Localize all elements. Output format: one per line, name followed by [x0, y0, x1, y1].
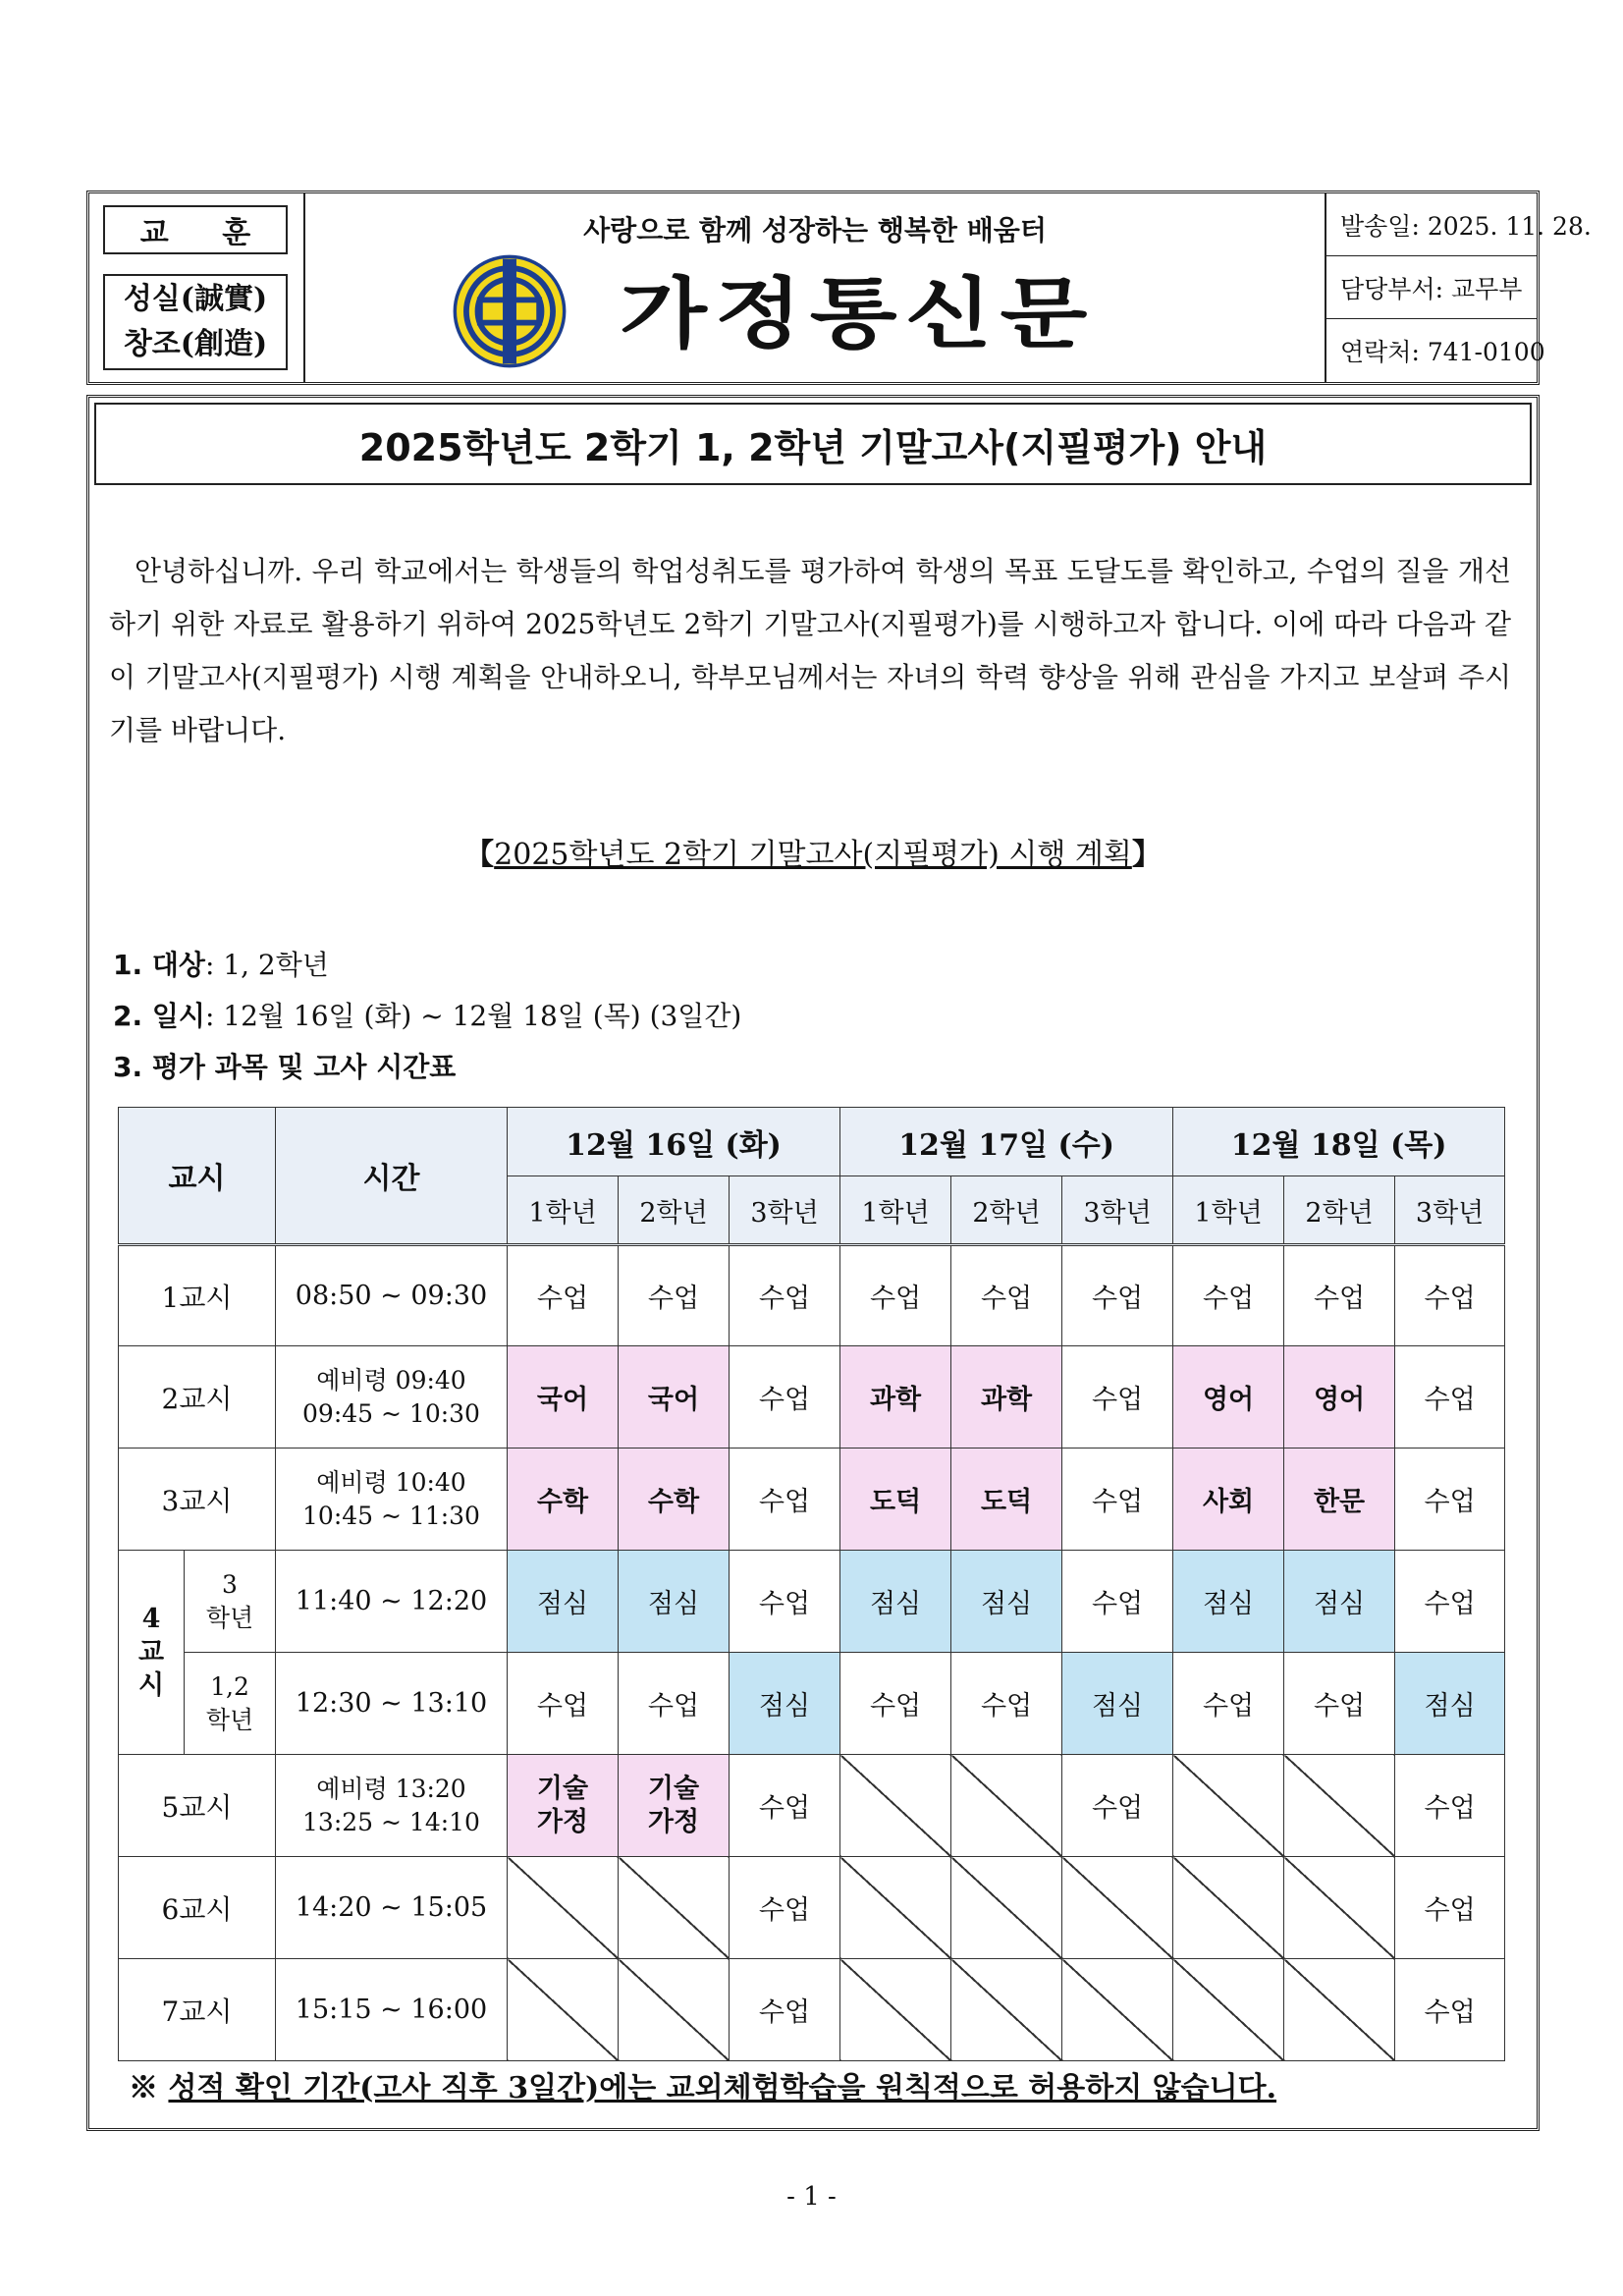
item-date-label: 2. 일시: [113, 1000, 205, 1032]
grade-header: 2학년: [619, 1176, 730, 1245]
time-cell: [276, 1449, 508, 1551]
lunch-cell: 점심: [508, 1551, 619, 1653]
exam-time: 13:25 ~ 14:10: [302, 1807, 480, 1836]
motto-value-1: 성실(誠實): [123, 282, 268, 316]
grade-header: 2학년: [1284, 1176, 1395, 1245]
exam-subject-cell: [619, 1755, 730, 1857]
subject-line: 가정: [536, 1806, 589, 1837]
notice-text: 성적 확인 기간(고사 직후 3일간)에는 교외체험학습을 원칙적으로 허용하지 않습니다.: [168, 2071, 1277, 2105]
time-cell: 12:30 ~ 13:10: [276, 1653, 508, 1755]
notice: [129, 2063, 1276, 2106]
schedule-cell: 수업: [730, 1346, 840, 1449]
grade-group-number: 3: [222, 1569, 238, 1599]
col-header-time: 시간: [276, 1108, 508, 1245]
school-slogan: 사랑으로 함께 성장하는 행복한 배움터: [583, 214, 1047, 246]
exam-subject-cell: 사회: [1173, 1449, 1284, 1551]
schedule-cell: 수업: [1173, 1245, 1284, 1346]
grade-header: 3학년: [1395, 1176, 1505, 1245]
plan-bracket-open: 【: [464, 838, 495, 872]
empty-slash-cell: [951, 1857, 1062, 1959]
exam-subject-cell: 국어: [619, 1346, 730, 1449]
table-row: [119, 1245, 1505, 1346]
schedule-cell: 수업: [508, 1245, 619, 1346]
exam-schedule-table: [118, 1107, 1505, 2061]
exam-subject-cell: [508, 1755, 619, 1857]
exam-time: 09:45 ~ 10:30: [302, 1398, 480, 1428]
schedule-cell: 수업: [730, 1449, 840, 1551]
main-content: [86, 395, 1540, 2131]
item-subjects-label: 3. 평가 과목 및 고사 시간표: [113, 1051, 457, 1083]
item-target-label: 1. 대상: [113, 949, 205, 981]
empty-slash-cell: [1284, 1959, 1395, 2061]
schedule-cell: 수업: [951, 1653, 1062, 1755]
empty-slash-cell: [840, 1857, 951, 1959]
period-label: 2교시: [119, 1346, 276, 1449]
schedule-cell: 수업: [1395, 1551, 1505, 1653]
day-header-3: 12월 18일 (목): [1173, 1108, 1505, 1176]
school-motto-panel: [89, 193, 305, 382]
period-4-label: [119, 1551, 185, 1755]
schedule-cell: 수업: [1284, 1245, 1395, 1346]
prep-time: 예비령 10:40: [316, 1467, 466, 1497]
empty-slash-cell: [1062, 1857, 1173, 1959]
schedule-cell: 수업: [619, 1653, 730, 1755]
time-cell: 14:20 ~ 15:05: [276, 1857, 508, 1959]
plan-title-text: 2025학년도 2학기 기말고사(지필평가) 시행 계획: [494, 838, 1132, 872]
grade-group-label: [185, 1551, 276, 1653]
period-label: 3교시: [119, 1449, 276, 1551]
schedule-cell: 수업: [730, 1245, 840, 1346]
grade-group-suffix: 학년: [205, 1603, 254, 1632]
document-title: 2025학년도 2학기 1, 2학년 기말고사(지필평가) 안내: [94, 403, 1532, 485]
lunch-cell: 점심: [619, 1551, 730, 1653]
grade-header: 1학년: [1173, 1176, 1284, 1245]
table-row: [119, 1857, 1505, 1959]
time-cell: [276, 1346, 508, 1449]
send-date: 발송일: 2025. 11. 28.: [1326, 193, 1537, 256]
grade-header: 3학년: [1062, 1176, 1173, 1245]
empty-slash-cell: [1284, 1857, 1395, 1959]
lunch-cell: 점심: [951, 1551, 1062, 1653]
schedule-cell: 수업: [1284, 1653, 1395, 1755]
schedule-cell: 수업: [840, 1245, 951, 1346]
prep-time: 예비령 13:20: [316, 1774, 466, 1803]
lunch-cell: 점심: [1062, 1653, 1173, 1755]
time-cell: [276, 1755, 508, 1857]
schedule-cell: 수업: [730, 1755, 840, 1857]
empty-slash-cell: [951, 1959, 1062, 2061]
lunch-cell: 점심: [730, 1653, 840, 1755]
motto-value-2: 창조(創造): [123, 327, 268, 361]
schedule-cell: 수업: [1062, 1449, 1173, 1551]
newsletter-header: [86, 191, 1592, 385]
schedule-cell: 수업: [1395, 1959, 1505, 2061]
exam-subject-cell: 과학: [840, 1346, 951, 1449]
intro-paragraph: 안녕하십니까. 우리 학교에서는 학생들의 학업성취도를 평가하여 학생의 목표 도달도를 확인하고, 수업의 질을 개선하기 위한 자료로 활용하기 위하여 2025학년도 2학기 기말고사(지필평가)를 시행하고자 합니다. 이에 따라 다음과 같이 기말고사(지필평가) 시행 계획을 안내하오니, 학부모님께서는 자녀의 학력 향상을 위해 관심을 가지고 보살펴 주시기를 바랍니다.: [109, 555, 1511, 746]
empty-slash-cell: [1062, 1959, 1173, 2061]
period-4-char: 4: [141, 1603, 161, 1634]
table-row: [119, 1959, 1505, 2061]
day-header-2: 12월 17일 (수): [840, 1108, 1173, 1176]
empty-slash-cell: [840, 1755, 951, 1857]
period-label: 6교시: [119, 1857, 276, 1959]
motto-values: [103, 274, 288, 370]
grade-group-suffix: 학년: [205, 1705, 254, 1734]
schedule-cell: 수업: [840, 1653, 951, 1755]
table-row: [119, 1346, 1505, 1449]
exam-subject-cell: 영어: [1173, 1346, 1284, 1449]
plan-bracket-close: 】: [1131, 838, 1162, 872]
exam-subject-cell: 수학: [619, 1449, 730, 1551]
item-subjects: [113, 1046, 456, 1085]
schedule-cell: 수업: [508, 1653, 619, 1755]
schedule-cell: 수업: [1062, 1755, 1173, 1857]
period-label: 5교시: [119, 1755, 276, 1857]
time-cell: 15:15 ~ 16:00: [276, 1959, 508, 2061]
grade-header: 1학년: [508, 1176, 619, 1245]
plan-title: [89, 830, 1537, 873]
exam-subject-cell: 영어: [1284, 1346, 1395, 1449]
schedule-cell: 수업: [1395, 1755, 1505, 1857]
grade-group-number: 1,2: [210, 1671, 249, 1701]
exam-subject-cell: 과학: [951, 1346, 1062, 1449]
period-4-char: 교: [137, 1636, 165, 1667]
schedule-cell: 수업: [1395, 1857, 1505, 1959]
exam-subject-cell: 수학: [508, 1449, 619, 1551]
period-label: 7교시: [119, 1959, 276, 2061]
time-cell: 08:50 ~ 09:30: [276, 1245, 508, 1346]
notice-mark: ※: [129, 2071, 169, 2105]
item-target: [113, 944, 329, 983]
exam-subject-cell: 한문: [1284, 1449, 1395, 1551]
schedule-cell: 수업: [1173, 1653, 1284, 1755]
table-row: [119, 1551, 1505, 1653]
exam-subject-cell: 도덕: [840, 1449, 951, 1551]
schedule-cell: 수업: [951, 1245, 1062, 1346]
empty-slash-cell: [951, 1755, 1062, 1857]
schedule-cell: 수업: [1062, 1346, 1173, 1449]
contact-number: 연락처: 741-0100: [1340, 338, 1545, 366]
grade-header: 2학년: [951, 1176, 1062, 1245]
schedule-cell: 수업: [730, 1551, 840, 1653]
subject-line: 기술: [647, 1773, 700, 1804]
table-row: [119, 1755, 1505, 1857]
lunch-cell: 점심: [1284, 1551, 1395, 1653]
lunch-cell: 점심: [1173, 1551, 1284, 1653]
lunch-cell: 점심: [840, 1551, 951, 1653]
empty-slash-cell: [1173, 1959, 1284, 2061]
empty-slash-cell: [1284, 1755, 1395, 1857]
grade-header: 3학년: [730, 1176, 840, 1245]
page-number: - 1 -: [786, 2182, 837, 2212]
day-header-1: 12월 16일 (화): [508, 1108, 840, 1176]
schedule-cell: 수업: [1062, 1551, 1173, 1653]
exam-subject-cell: 국어: [508, 1346, 619, 1449]
schedule-cell: 수업: [1395, 1346, 1505, 1449]
subject-line: 기술: [536, 1773, 589, 1804]
grade-header: 1학년: [840, 1176, 951, 1245]
item-target-value: : 1, 2학년: [204, 949, 329, 981]
exam-time: 10:45 ~ 11:30: [302, 1501, 480, 1530]
empty-slash-cell: [508, 1857, 619, 1959]
subject-line: 가정: [647, 1806, 700, 1837]
motto-label: 교 훈: [103, 205, 288, 254]
item-date-value: : 12월 16일 (화) ~ 12월 18일 (목) (3일간): [204, 1000, 742, 1032]
department: 담당부서: 교무부: [1326, 256, 1537, 319]
schedule-cell: 수업: [619, 1245, 730, 1346]
schedule-cell: 수업: [1395, 1245, 1505, 1346]
table-row: [119, 1653, 1505, 1755]
lunch-cell: 점심: [1395, 1653, 1505, 1755]
schedule-cell: 수업: [730, 1959, 840, 2061]
empty-slash-cell: [508, 1959, 619, 2061]
empty-slash-cell: [840, 1959, 951, 2061]
empty-slash-cell: [619, 1959, 730, 2061]
period-4-char: 시: [137, 1669, 165, 1701]
header-meta-panel: [1326, 193, 1592, 382]
school-emblem-icon: [453, 254, 567, 368]
prep-time: 예비령 09:40: [316, 1365, 466, 1394]
empty-slash-cell: [619, 1857, 730, 1959]
col-header-period: 교시: [119, 1108, 276, 1245]
exam-subject-cell: 도덕: [951, 1449, 1062, 1551]
schedule-cell: 수업: [1062, 1245, 1173, 1346]
item-date: [113, 995, 741, 1034]
time-cell: 11:40 ~ 12:20: [276, 1551, 508, 1653]
header-title-panel: [305, 193, 1326, 382]
newsletter-title: 가정통신문: [620, 269, 1096, 358]
period-label: 1교시: [119, 1245, 276, 1346]
empty-slash-cell: [1173, 1857, 1284, 1959]
grade-group-label: [185, 1653, 276, 1755]
schedule-cell: 수업: [730, 1857, 840, 1959]
schedule-cell: 수업: [1395, 1449, 1505, 1551]
empty-slash-cell: [1173, 1755, 1284, 1857]
table-row: [119, 1449, 1505, 1551]
